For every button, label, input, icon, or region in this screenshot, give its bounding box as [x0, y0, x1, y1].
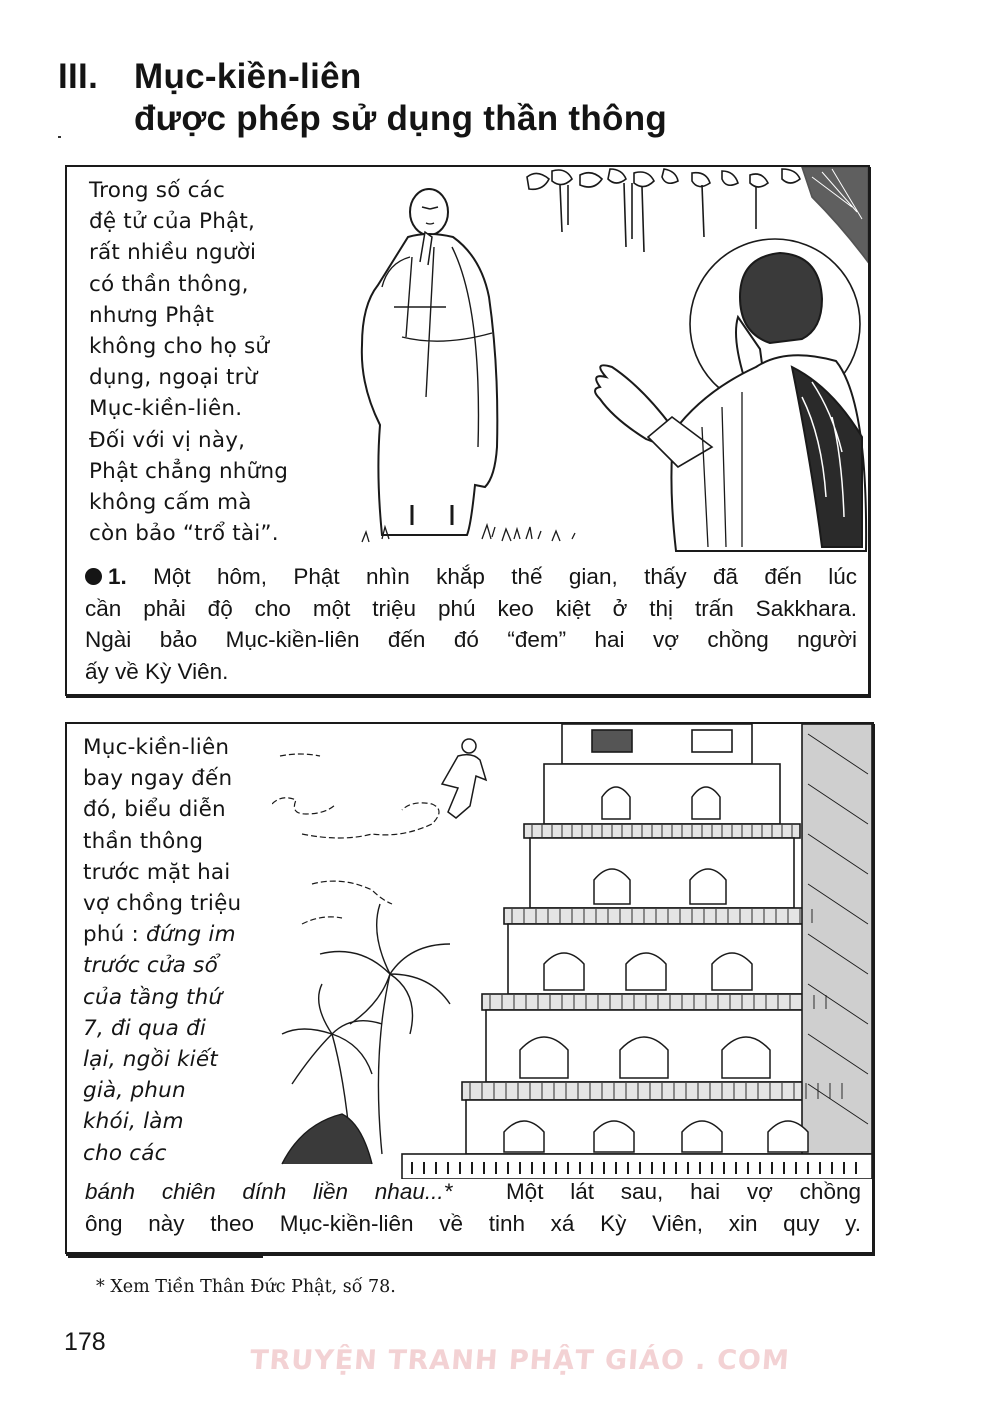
narration-line: Phật chẳng những	[89, 458, 289, 484]
flying-monk-tower-illustration	[272, 724, 872, 1179]
narration-line: trước cửa sổ	[83, 953, 218, 979]
narration-line: Mục-kiền-liên.	[89, 396, 243, 422]
narration-line: không cho họ sử	[89, 334, 270, 360]
caption-line: ấy về Kỳ Viên.	[85, 658, 229, 684]
title-line-1: Mục-kiền-liên	[134, 57, 362, 96]
cloud-icon	[272, 754, 439, 924]
chapter-title	[58, 56, 667, 140]
title-line-2: được phép sử dụng thần thông	[134, 99, 668, 138]
bodhi-leaves-icon	[527, 167, 868, 262]
narration-line: có thần thông,	[89, 271, 249, 297]
narration-line: không cấm mà	[89, 490, 252, 516]
footnote-divider	[68, 1256, 263, 1258]
narration-line: Mục-kiền-liên	[83, 735, 230, 760]
caption-line: ông này theo Mục-kiền-liên về tinh xá Kỳ Viên, xin quy y.	[85, 1210, 861, 1236]
flying-monk-figure	[442, 739, 486, 818]
narration-line: còn bảo “trổ tài”.	[89, 521, 279, 547]
panel-2-caption	[85, 1176, 861, 1239]
caption-line: Một hôm, Phật nhìn khắp thế gian, thấy đã đến lúc	[153, 564, 857, 589]
panel-2-narration	[83, 732, 293, 1169]
caption-line: cần phải độ cho một triệu phú keo kiệt ở thị trấn Sakkhara.	[85, 595, 857, 621]
narration-text: phú :	[83, 922, 147, 948]
narration-line: bay ngay đến	[83, 766, 233, 792]
standing-monk-figure	[362, 189, 498, 535]
section-number: III.	[58, 57, 99, 96]
comic-panel-2	[65, 722, 874, 1254]
monk-and-buddha-illustration	[342, 167, 868, 552]
buddha-figure	[595, 253, 866, 551]
narration-line: 7, đi qua đi	[83, 1015, 207, 1041]
watermark: TRUYỆN TRANH PHẬT GIÁO . COM	[248, 1345, 791, 1376]
narration-line: thần thông	[83, 828, 204, 854]
narration-line: rất nhiều người	[89, 240, 257, 266]
page-number: 178	[64, 1328, 106, 1356]
caption-line: Ngài bảo Mục-kiền-liên đến đó “đem” hai vợ chồng người	[85, 627, 857, 652]
footnote: * Xem Tiền Thân Đức Phật, số 78.	[96, 1277, 396, 1297]
narration-line: dụng, ngoại trừ	[89, 365, 258, 391]
narration-line: già, phun	[83, 1078, 186, 1104]
narration-line: Trong số các	[89, 178, 226, 203]
narration-line: vợ chồng triệu	[83, 891, 242, 917]
caption-italic: bánh chiên dính liền nhau...*	[85, 1179, 453, 1204]
narration-line: trước mặt hai	[83, 859, 231, 885]
panel-1-narration	[89, 175, 349, 549]
palm-tree-icon	[282, 904, 450, 1164]
print-speck	[58, 136, 61, 138]
narration-line: của tầng thứ	[83, 984, 223, 1010]
comic-panel-1	[65, 165, 870, 696]
narration-line: Đối với vị này,	[89, 427, 246, 453]
panel-1-caption	[85, 561, 857, 687]
narration-line: nhưng Phật	[89, 302, 215, 328]
caption-number: 1.	[108, 564, 127, 589]
narration-line: lại, ngồi kiết	[83, 1047, 218, 1073]
narration-line: khói, làm	[83, 1109, 184, 1135]
narration-italic: đứng im	[146, 922, 236, 948]
narration-line: đệ tử của Phật,	[89, 209, 256, 235]
narration-line: cho các	[83, 1140, 167, 1166]
caption-text: Một lát sau, hai vợ chồng	[505, 1179, 861, 1204]
bullet-icon	[85, 568, 102, 585]
narration-line: đó, biểu diễn	[83, 797, 226, 823]
